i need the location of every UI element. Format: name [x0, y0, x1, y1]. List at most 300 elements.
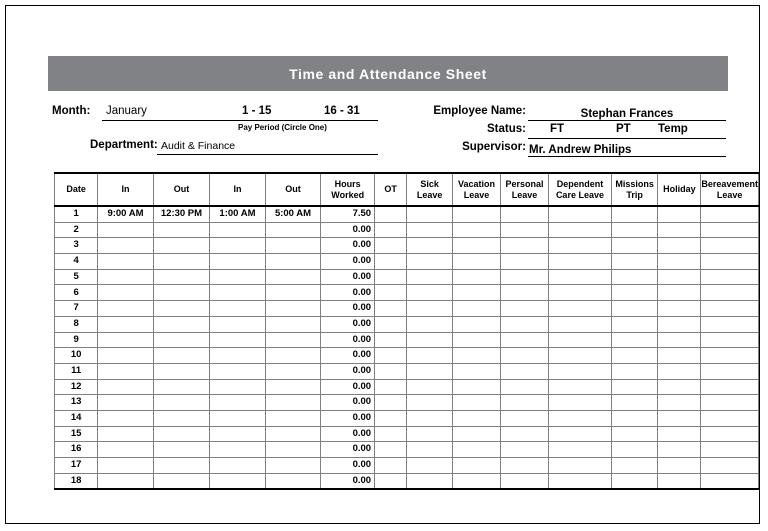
table-row — [55, 332, 759, 348]
cell-out-2[interactable] — [265, 301, 321, 317]
cell-out-1[interactable] — [153, 348, 209, 364]
cell-ot[interactable] — [375, 458, 407, 474]
cell-in-2[interactable] — [210, 458, 266, 474]
cell-ot[interactable] — [375, 410, 407, 426]
cell-dependent-care-leave[interactable] — [549, 285, 612, 301]
cell-sick-leave[interactable] — [407, 458, 453, 474]
cell-dependent-care-leave[interactable] — [549, 410, 612, 426]
cell-in-2[interactable] — [210, 332, 266, 348]
cell-sick-leave[interactable] — [407, 379, 453, 395]
cell-ot[interactable] — [375, 395, 407, 411]
cell-vacation-leave[interactable] — [453, 254, 501, 270]
cell-date[interactable]: 1 — [55, 206, 98, 222]
cell-sick-leave[interactable] — [407, 363, 453, 379]
cell-hours-worked[interactable]: 0.00 — [321, 316, 375, 332]
table-body — [55, 206, 759, 489]
cell-personal-leave[interactable] — [500, 458, 548, 474]
cell-in-1[interactable] — [98, 222, 154, 238]
cell-bereavement-leave[interactable] — [701, 206, 759, 222]
cell-sick-leave[interactable] — [407, 316, 453, 332]
cell-holiday[interactable] — [658, 206, 701, 222]
cell-in-2[interactable] — [210, 426, 266, 442]
table-row — [55, 458, 759, 474]
cell-bereavement-leave[interactable] — [701, 222, 759, 238]
cell-ot[interactable] — [375, 301, 407, 317]
cell-out-2[interactable] — [265, 285, 321, 301]
cell-hours-worked[interactable]: 0.00 — [321, 458, 375, 474]
cell-missions-trip[interactable] — [611, 222, 658, 238]
cell-missions-trip[interactable] — [611, 473, 658, 489]
cell-ot[interactable] — [375, 238, 407, 254]
cell-in-2[interactable] — [210, 222, 266, 238]
cell-missions-trip[interactable] — [611, 206, 658, 222]
cell-vacation-leave[interactable] — [453, 379, 501, 395]
cell-out-1[interactable] — [153, 426, 209, 442]
cell-missions-trip[interactable] — [611, 285, 658, 301]
cell-out-2[interactable]: 5:00 AM — [265, 206, 321, 222]
cell-hours-worked[interactable]: 0.00 — [321, 254, 375, 270]
cell-missions-trip[interactable] — [611, 442, 658, 458]
cell-in-1[interactable] — [98, 238, 154, 254]
cell-in-2[interactable] — [210, 301, 266, 317]
cell-ot[interactable] — [375, 222, 407, 238]
cell-bereavement-leave[interactable] — [701, 458, 759, 474]
cell-bereavement-leave[interactable] — [701, 348, 759, 364]
cell-date[interactable]: 9 — [55, 332, 98, 348]
cell-out-1[interactable] — [153, 442, 209, 458]
cell-sick-leave[interactable] — [407, 395, 453, 411]
table-row — [55, 426, 759, 442]
supervisor-row — [436, 140, 726, 157]
cell-bereavement-leave[interactable] — [701, 363, 759, 379]
cell-ot[interactable] — [375, 363, 407, 379]
status-option-temp[interactable]: Temp — [658, 123, 688, 135]
cell-ot[interactable] — [375, 206, 407, 222]
cell-missions-trip[interactable] — [611, 395, 658, 411]
column-header-vacation-leave: Vacation Leave — [453, 173, 501, 206]
cell-out-2[interactable] — [265, 348, 321, 364]
cell-dependent-care-leave[interactable] — [549, 222, 612, 238]
cell-missions-trip[interactable] — [611, 348, 658, 364]
column-header-ot: OT — [375, 173, 407, 206]
table-row — [55, 410, 759, 426]
cell-in-2[interactable] — [210, 285, 266, 301]
cell-out-2[interactable] — [265, 410, 321, 426]
cell-out-1[interactable] — [153, 379, 209, 395]
cell-in-1[interactable] — [98, 332, 154, 348]
cell-date[interactable]: 6 — [55, 285, 98, 301]
cell-holiday[interactable] — [658, 395, 701, 411]
cell-dependent-care-leave[interactable] — [549, 426, 612, 442]
cell-in-2[interactable] — [210, 410, 266, 426]
cell-in-1[interactable] — [98, 285, 154, 301]
cell-bereavement-leave[interactable] — [701, 410, 759, 426]
cell-date[interactable]: 18 — [55, 473, 98, 489]
cell-vacation-leave[interactable] — [453, 395, 501, 411]
cell-out-1[interactable] — [153, 332, 209, 348]
cell-in-1[interactable] — [98, 363, 154, 379]
table-row — [55, 363, 759, 379]
cell-in-1[interactable] — [98, 410, 154, 426]
pay-period-option-1[interactable]: 1 - 15 — [242, 105, 272, 117]
cell-dependent-care-leave[interactable] — [549, 301, 612, 317]
cell-in-2[interactable] — [210, 395, 266, 411]
cell-vacation-leave[interactable] — [453, 316, 501, 332]
cell-hours-worked[interactable]: 0.00 — [321, 395, 375, 411]
cell-in-1[interactable] — [98, 458, 154, 474]
cell-holiday[interactable] — [658, 442, 701, 458]
cell-vacation-leave[interactable] — [453, 285, 501, 301]
cell-personal-leave[interactable] — [500, 395, 548, 411]
cell-in-2[interactable] — [210, 379, 266, 395]
cell-personal-leave[interactable] — [500, 379, 548, 395]
cell-date[interactable]: 17 — [55, 458, 98, 474]
cell-personal-leave[interactable] — [500, 316, 548, 332]
cell-in-1[interactable] — [98, 442, 154, 458]
pay-period-option-2[interactable]: 16 - 31 — [324, 105, 360, 117]
cell-hours-worked[interactable]: 0.00 — [321, 238, 375, 254]
cell-out-1[interactable] — [153, 285, 209, 301]
cell-in-2[interactable] — [210, 238, 266, 254]
cell-ot[interactable] — [375, 285, 407, 301]
cell-vacation-leave[interactable] — [453, 222, 501, 238]
cell-hours-worked[interactable]: 0.00 — [321, 363, 375, 379]
cell-dependent-care-leave[interactable] — [549, 332, 612, 348]
cell-holiday[interactable] — [658, 363, 701, 379]
cell-dependent-care-leave[interactable] — [549, 442, 612, 458]
cell-sick-leave[interactable] — [407, 206, 453, 222]
cell-date[interactable]: 8 — [55, 316, 98, 332]
cell-sick-leave[interactable] — [407, 269, 453, 285]
cell-in-2[interactable]: 1:00 AM — [210, 206, 266, 222]
cell-vacation-leave[interactable] — [453, 458, 501, 474]
cell-out-1[interactable] — [153, 269, 209, 285]
cell-personal-leave[interactable] — [500, 254, 548, 270]
cell-sick-leave[interactable] — [407, 254, 453, 270]
cell-vacation-leave[interactable] — [453, 206, 501, 222]
cell-missions-trip[interactable] — [611, 458, 658, 474]
column-header-in-1: In — [98, 173, 154, 206]
cell-hours-worked[interactable]: 0.00 — [321, 301, 375, 317]
employee-name-value[interactable]: Stephan Frances — [580, 108, 674, 120]
cell-date[interactable]: 12 — [55, 379, 98, 395]
month-field-line — [102, 104, 378, 121]
status-option-ft[interactable]: FT — [550, 123, 565, 135]
cell-sick-leave[interactable] — [407, 238, 453, 254]
cell-out-1[interactable] — [153, 395, 209, 411]
cell-dependent-care-leave[interactable] — [549, 363, 612, 379]
column-header-personal-leave: Personal Leave — [500, 173, 548, 206]
cell-sick-leave[interactable] — [407, 442, 453, 458]
cell-in-2[interactable] — [210, 316, 266, 332]
cell-sick-leave[interactable] — [407, 301, 453, 317]
cell-in-1[interactable] — [98, 301, 154, 317]
month-row — [52, 104, 382, 121]
table-row — [55, 206, 759, 222]
table-header-row — [55, 173, 759, 206]
cell-out-2[interactable] — [265, 254, 321, 270]
status-field-line — [528, 122, 726, 139]
supervisor-value[interactable]: Mr. Andrew Philips — [529, 144, 632, 156]
cell-holiday[interactable] — [658, 426, 701, 442]
cell-in-2[interactable] — [210, 442, 266, 458]
cell-missions-trip[interactable] — [611, 269, 658, 285]
cell-in-2[interactable] — [210, 254, 266, 270]
cell-sick-leave[interactable] — [407, 426, 453, 442]
month-label: Month: — [52, 105, 91, 117]
cell-in-1[interactable] — [98, 316, 154, 332]
cell-ot[interactable] — [375, 254, 407, 270]
cell-dependent-care-leave[interactable] — [549, 238, 612, 254]
cell-in-1[interactable] — [98, 426, 154, 442]
cell-vacation-leave[interactable] — [453, 301, 501, 317]
cell-missions-trip[interactable] — [611, 363, 658, 379]
cell-bereavement-leave[interactable] — [701, 254, 759, 270]
cell-hours-worked[interactable]: 0.00 — [321, 442, 375, 458]
cell-dependent-care-leave[interactable] — [549, 473, 612, 489]
cell-out-1[interactable] — [153, 222, 209, 238]
cell-out-2[interactable] — [265, 222, 321, 238]
cell-ot[interactable] — [375, 379, 407, 395]
cell-in-1[interactable] — [98, 269, 154, 285]
cell-ot[interactable] — [375, 269, 407, 285]
cell-date[interactable]: 3 — [55, 238, 98, 254]
status-label: Status: — [487, 123, 526, 135]
cell-holiday[interactable] — [658, 238, 701, 254]
cell-personal-leave[interactable] — [500, 410, 548, 426]
cell-out-1[interactable] — [153, 301, 209, 317]
cell-in-1[interactable] — [98, 379, 154, 395]
cell-holiday[interactable] — [658, 285, 701, 301]
cell-out-1[interactable] — [153, 410, 209, 426]
cell-dependent-care-leave[interactable] — [549, 254, 612, 270]
cell-personal-leave[interactable] — [500, 363, 548, 379]
cell-dependent-care-leave[interactable] — [549, 206, 612, 222]
cell-bereavement-leave[interactable] — [701, 238, 759, 254]
cell-in-2[interactable] — [210, 269, 266, 285]
cell-sick-leave[interactable] — [407, 473, 453, 489]
cell-vacation-leave[interactable] — [453, 332, 501, 348]
cell-out-2[interactable] — [265, 379, 321, 395]
cell-bereavement-leave[interactable] — [701, 332, 759, 348]
cell-holiday[interactable] — [658, 348, 701, 364]
cell-date[interactable]: 16 — [55, 442, 98, 458]
cell-vacation-leave[interactable] — [453, 348, 501, 364]
column-header-bereavement-leave: Bereavement Leave — [701, 173, 759, 206]
cell-vacation-leave[interactable] — [453, 410, 501, 426]
cell-out-2[interactable] — [265, 316, 321, 332]
table-row — [55, 285, 759, 301]
table-row — [55, 269, 759, 285]
cell-out-1[interactable] — [153, 254, 209, 270]
cell-vacation-leave[interactable] — [453, 238, 501, 254]
cell-dependent-care-leave[interactable] — [549, 458, 612, 474]
cell-personal-leave[interactable] — [500, 222, 548, 238]
cell-personal-leave[interactable] — [500, 442, 548, 458]
cell-hours-worked[interactable]: 0.00 — [321, 379, 375, 395]
cell-missions-trip[interactable] — [611, 254, 658, 270]
cell-bereavement-leave[interactable] — [701, 285, 759, 301]
cell-missions-trip[interactable] — [611, 379, 658, 395]
cell-out-1[interactable] — [153, 238, 209, 254]
supervisor-label: Supervisor: — [462, 141, 526, 153]
timesheet-page — [5, 5, 760, 524]
cell-ot[interactable] — [375, 316, 407, 332]
column-header-out-1: Out — [153, 173, 209, 206]
cell-out-2[interactable] — [265, 458, 321, 474]
attendance-table — [54, 172, 759, 490]
cell-date[interactable]: 11 — [55, 363, 98, 379]
cell-date[interactable]: 2 — [55, 222, 98, 238]
cell-personal-leave[interactable] — [500, 301, 548, 317]
cell-dependent-care-leave[interactable] — [549, 316, 612, 332]
cell-missions-trip[interactable] — [611, 238, 658, 254]
cell-ot[interactable] — [375, 348, 407, 364]
cell-bereavement-leave[interactable] — [701, 316, 759, 332]
cell-holiday[interactable] — [658, 269, 701, 285]
cell-hours-worked[interactable]: 7.50 — [321, 206, 375, 222]
cell-out-2[interactable] — [265, 332, 321, 348]
cell-out-1[interactable] — [153, 473, 209, 489]
table-row — [55, 238, 759, 254]
cell-dependent-care-leave[interactable] — [549, 379, 612, 395]
cell-vacation-leave[interactable] — [453, 426, 501, 442]
cell-sick-leave[interactable] — [407, 285, 453, 301]
cell-personal-leave[interactable] — [500, 238, 548, 254]
cell-missions-trip[interactable] — [611, 426, 658, 442]
cell-holiday[interactable] — [658, 301, 701, 317]
cell-sick-leave[interactable] — [407, 410, 453, 426]
cell-date[interactable]: 14 — [55, 410, 98, 426]
employee-name-field-line — [528, 104, 726, 121]
cell-hours-worked[interactable]: 0.00 — [321, 332, 375, 348]
cell-hours-worked[interactable]: 0.00 — [321, 426, 375, 442]
cell-out-2[interactable] — [265, 473, 321, 489]
column-header-in-2: In — [210, 173, 266, 206]
cell-personal-leave[interactable] — [500, 332, 548, 348]
cell-personal-leave[interactable] — [500, 285, 548, 301]
cell-out-1[interactable] — [153, 458, 209, 474]
cell-in-2[interactable] — [210, 473, 266, 489]
cell-vacation-leave[interactable] — [453, 442, 501, 458]
department-value[interactable]: Audit & Finance — [161, 140, 236, 152]
cell-hours-worked[interactable]: 0.00 — [321, 348, 375, 364]
cell-bereavement-leave[interactable] — [701, 473, 759, 489]
cell-vacation-leave[interactable] — [453, 269, 501, 285]
cell-date[interactable]: 4 — [55, 254, 98, 270]
cell-holiday[interactable] — [658, 379, 701, 395]
cell-in-1[interactable] — [98, 348, 154, 364]
cell-sick-leave[interactable] — [407, 222, 453, 238]
cell-out-1[interactable] — [153, 363, 209, 379]
cell-bereavement-leave[interactable] — [701, 269, 759, 285]
column-header-dependent-care-leave: Dependent Care Leave — [549, 173, 612, 206]
cell-bereavement-leave[interactable] — [701, 442, 759, 458]
cell-hours-worked[interactable]: 0.00 — [321, 269, 375, 285]
month-value[interactable]: January — [106, 105, 147, 117]
cell-personal-leave[interactable] — [500, 206, 548, 222]
table-row — [55, 473, 759, 489]
cell-out-1[interactable] — [153, 316, 209, 332]
cell-in-1[interactable]: 9:00 AM — [98, 206, 154, 222]
cell-bereavement-leave[interactable] — [701, 395, 759, 411]
cell-out-2[interactable] — [265, 395, 321, 411]
cell-bereavement-leave[interactable] — [701, 426, 759, 442]
cell-bereavement-leave[interactable] — [701, 301, 759, 317]
info-header — [48, 102, 728, 164]
cell-ot[interactable] — [375, 332, 407, 348]
cell-in-1[interactable] — [98, 395, 154, 411]
status-option-pt[interactable]: PT — [616, 123, 631, 135]
cell-missions-trip[interactable] — [611, 332, 658, 348]
cell-out-2[interactable] — [265, 442, 321, 458]
cell-dependent-care-leave[interactable] — [549, 395, 612, 411]
cell-holiday[interactable] — [658, 316, 701, 332]
cell-hours-worked[interactable]: 0.00 — [321, 473, 375, 489]
cell-out-2[interactable] — [265, 269, 321, 285]
cell-vacation-leave[interactable] — [453, 473, 501, 489]
cell-holiday[interactable] — [658, 458, 701, 474]
cell-holiday[interactable] — [658, 332, 701, 348]
employee-name-row — [433, 104, 726, 121]
cell-out-2[interactable] — [265, 426, 321, 442]
cell-ot[interactable] — [375, 473, 407, 489]
cell-hours-worked[interactable]: 0.00 — [321, 285, 375, 301]
cell-date[interactable]: 10 — [55, 348, 98, 364]
cell-missions-trip[interactable] — [611, 316, 658, 332]
cell-missions-trip[interactable] — [611, 301, 658, 317]
cell-dependent-care-leave[interactable] — [549, 269, 612, 285]
cell-out-1[interactable]: 12:30 PM — [153, 206, 209, 222]
cell-out-2[interactable] — [265, 363, 321, 379]
cell-personal-leave[interactable] — [500, 348, 548, 364]
cell-sick-leave[interactable] — [407, 348, 453, 364]
table-row — [55, 442, 759, 458]
cell-in-1[interactable] — [98, 254, 154, 270]
cell-personal-leave[interactable] — [500, 269, 548, 285]
pay-period-caption: Pay Period (Circle One) — [238, 123, 327, 132]
cell-hours-worked[interactable]: 0.00 — [321, 222, 375, 238]
cell-holiday[interactable] — [658, 410, 701, 426]
cell-sick-leave[interactable] — [407, 332, 453, 348]
cell-date[interactable]: 7 — [55, 301, 98, 317]
cell-in-1[interactable] — [98, 473, 154, 489]
cell-bereavement-leave[interactable] — [701, 379, 759, 395]
cell-in-2[interactable] — [210, 348, 266, 364]
cell-hours-worked[interactable]: 0.00 — [321, 410, 375, 426]
cell-date[interactable]: 5 — [55, 269, 98, 285]
table-row — [55, 301, 759, 317]
cell-ot[interactable] — [375, 426, 407, 442]
table-row — [55, 222, 759, 238]
column-header-hours-worked: Hours Worked — [321, 173, 375, 206]
cell-date[interactable]: 15 — [55, 426, 98, 442]
cell-dependent-care-leave[interactable] — [549, 348, 612, 364]
cell-date[interactable]: 13 — [55, 395, 98, 411]
cell-personal-leave[interactable] — [500, 473, 548, 489]
cell-holiday[interactable] — [658, 473, 701, 489]
cell-ot[interactable] — [375, 442, 407, 458]
cell-out-2[interactable] — [265, 238, 321, 254]
cell-holiday[interactable] — [658, 254, 701, 270]
column-header-sick-leave: Sick Leave — [407, 173, 453, 206]
cell-holiday[interactable] — [658, 222, 701, 238]
cell-vacation-leave[interactable] — [453, 363, 501, 379]
cell-in-2[interactable] — [210, 363, 266, 379]
cell-personal-leave[interactable] — [500, 426, 548, 442]
employee-name-label: Employee Name: — [433, 105, 526, 117]
cell-missions-trip[interactable] — [611, 410, 658, 426]
